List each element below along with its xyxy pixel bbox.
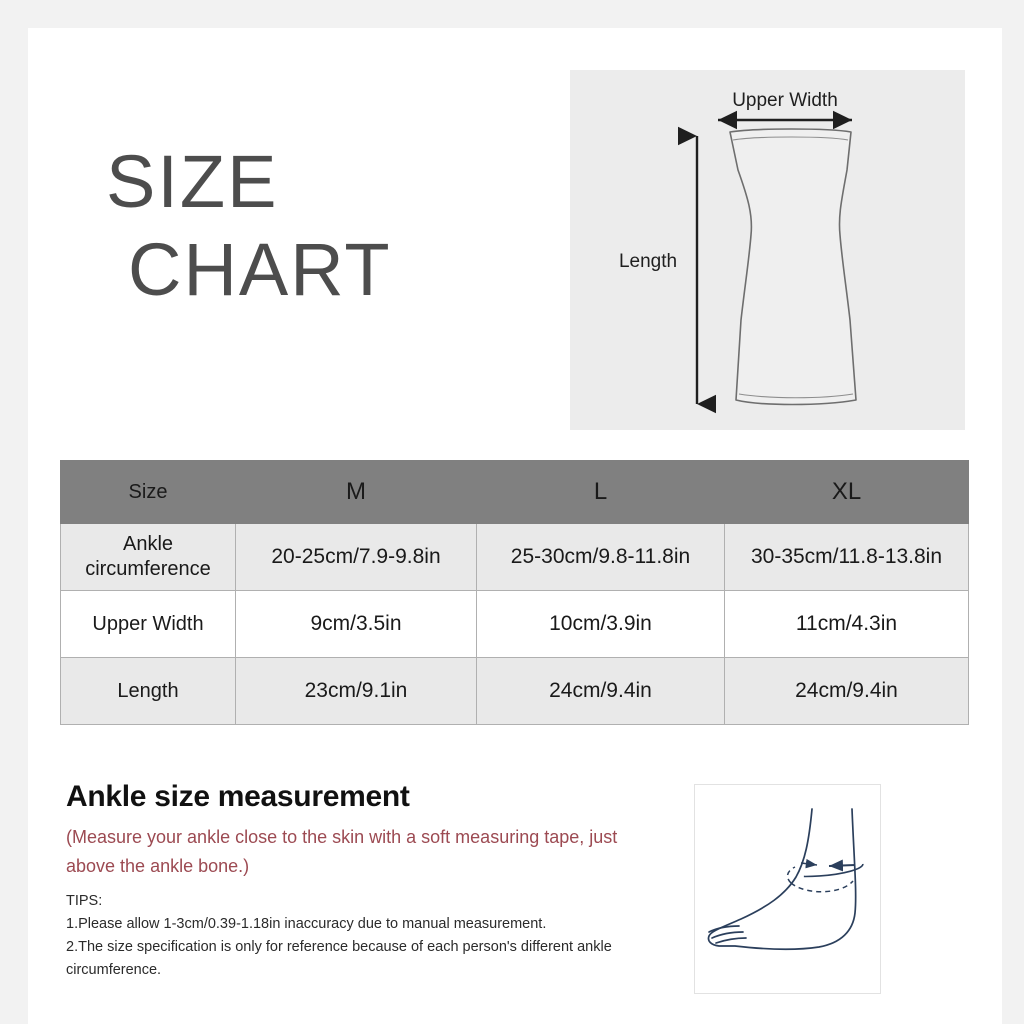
ankle-tape-dashed [791, 881, 853, 892]
cell-upperwidth-m: 9cm/3.5in [236, 591, 477, 658]
table-row [61, 524, 969, 591]
column-header-size: Size [61, 461, 236, 524]
title-line-chart: CHART [128, 228, 392, 311]
toe-line-3 [716, 938, 746, 943]
cell-ankle-xl: 30-35cm/11.8-13.8in [725, 524, 969, 591]
length-label: Length [618, 251, 678, 272]
title-line-size: SIZE [106, 140, 279, 223]
product-diagram-panel [570, 70, 965, 430]
tips-block [66, 890, 666, 982]
upper-width-label: Upper Width [732, 90, 838, 111]
row-label-line2: circumference [85, 558, 211, 580]
tips-title: TIPS: [66, 893, 103, 909]
toe-line-2 [712, 932, 743, 938]
column-header-xl: XL [725, 461, 969, 524]
table-row [61, 658, 969, 725]
foot-illustration-panel [694, 784, 881, 994]
foot-outline [708, 809, 855, 949]
ankle-tape-front [774, 855, 863, 879]
cell-ankle-m: 20-25cm/7.9-9.8in [236, 524, 477, 591]
tape-direction-arrow-small [801, 863, 817, 865]
row-label-length: Length [61, 658, 236, 725]
cell-ankle-l: 25-30cm/9.8-11.8in [477, 524, 725, 591]
cell-length-xl: 24cm/9.4in [725, 658, 969, 725]
page-title [106, 138, 526, 314]
ankle-measurement-note: (Measure your ankle close to the skin with a soft measuring tape, just above the ankle bone.) [66, 827, 618, 876]
cell-upperwidth-xl: 11cm/4.3in [725, 591, 969, 658]
size-table [60, 460, 969, 725]
row-label-upper-width: Upper Width [61, 591, 236, 658]
tape-direction-arrow [829, 865, 855, 866]
cell-upperwidth-l: 10cm/3.9in [477, 591, 725, 658]
sleeve-outline [730, 129, 856, 405]
column-header-l: L [477, 461, 725, 524]
cell-length-m: 23cm/9.1in [236, 658, 477, 725]
tip-item-1: 1.Please allow 1-3cm/0.39-1.18in inaccuracy due to manual measurement. [66, 916, 547, 932]
table-row [61, 591, 969, 658]
table-header-row [61, 461, 969, 524]
ankle-measurement-heading: Ankle size measurement [66, 780, 410, 813]
column-header-m: M [236, 461, 477, 524]
row-label-ankle-circumference [61, 524, 236, 591]
row-label-line1: Ankle [122, 533, 174, 555]
tip-item-2: 2.The size specification is only for reference because of each person's different ankle circumference. [66, 939, 612, 978]
cell-length-l: 24cm/9.4in [477, 658, 725, 725]
size-chart-page [28, 28, 1002, 1024]
